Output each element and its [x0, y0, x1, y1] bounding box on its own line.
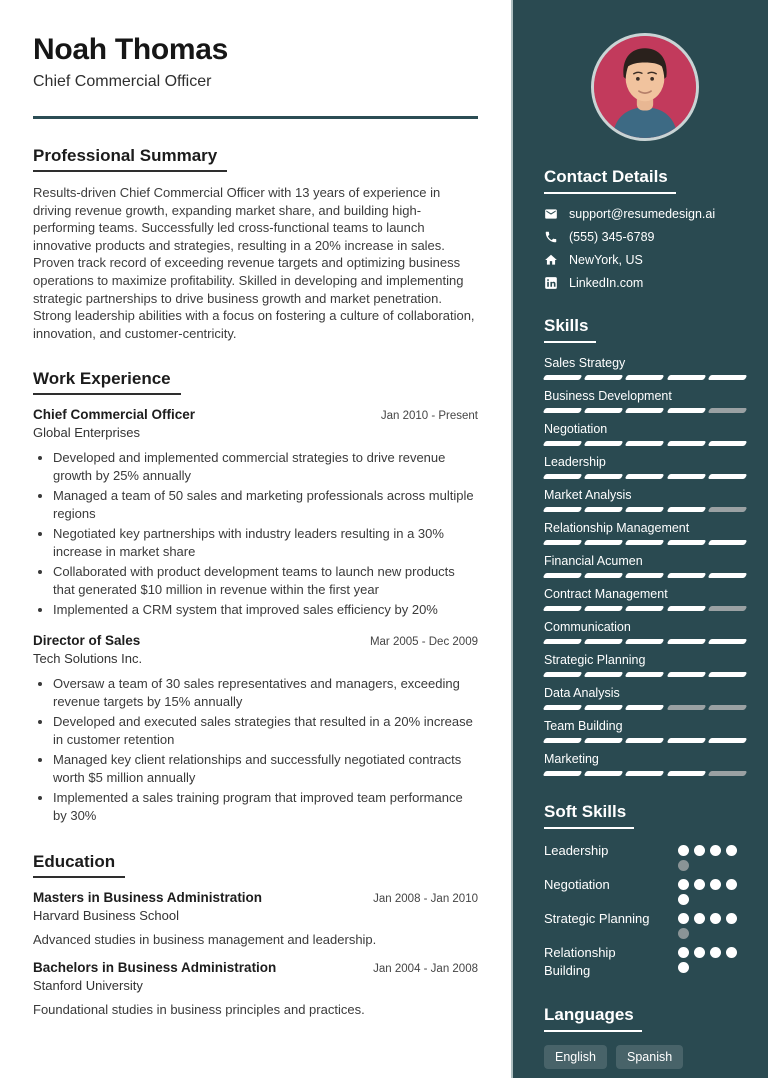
- skill-segment-filled: [543, 474, 583, 479]
- skill-segment-filled: [584, 738, 624, 743]
- soft-skill-label: Strategic Planning: [544, 911, 650, 926]
- skill-segment-filled: [625, 441, 665, 446]
- skill-label: Data Analysis: [544, 686, 620, 700]
- skill-segment-filled: [584, 540, 624, 545]
- contact-text: LinkedIn.com: [569, 276, 644, 290]
- soft-skill-dots: [678, 842, 746, 871]
- skill-segment-filled: [543, 771, 583, 776]
- education-school: Stanford University: [33, 978, 143, 994]
- skill-segment-filled: [666, 639, 706, 644]
- education-school: Harvard Business School: [33, 908, 179, 924]
- soft-skill-label: Negotiation: [544, 877, 610, 892]
- soft-skill-item: [544, 910, 746, 939]
- skill-segment-filled: [584, 408, 624, 413]
- job-bullet: • Negotiated key partnerships with industry leaders resulting in a 30% increase in market share: [53, 525, 478, 561]
- sidebar: [511, 0, 768, 1078]
- section-education: [33, 852, 478, 1017]
- skill-item: [544, 686, 746, 710]
- skill-label: Contract Management: [544, 587, 668, 601]
- skill-bar: [544, 540, 746, 545]
- person-name: Noah Thomas: [33, 33, 229, 66]
- skill-segment-filled: [707, 672, 747, 677]
- skill-bar: [544, 375, 746, 380]
- job-bullet: • Managed a team of 50 sales and marketing professionals across multiple regions: [53, 487, 478, 523]
- skill-segment-filled: [543, 672, 583, 677]
- skill-segment-filled: [584, 771, 624, 776]
- education-list: [33, 890, 478, 1017]
- job-bullets: [53, 449, 478, 619]
- job-head: [33, 633, 478, 648]
- soft-skill-dots: [678, 910, 746, 939]
- skill-segment-filled: [707, 639, 747, 644]
- job-entry: [33, 633, 478, 825]
- language-badge-list: [544, 1045, 746, 1069]
- skill-segment-filled: [625, 672, 665, 677]
- linkedin-icon: [544, 276, 558, 290]
- soft-skill-dot-filled: [694, 845, 705, 856]
- skill-segment-filled: [666, 408, 706, 413]
- job-list: [33, 407, 478, 825]
- skill-item: [544, 488, 746, 512]
- section-skills: [544, 316, 746, 776]
- soft-skill-dot-filled: [678, 913, 689, 924]
- skill-item: [544, 653, 746, 677]
- job-bullet: • Implemented a CRM system that improved sales efficiency by 20%: [53, 601, 478, 619]
- skill-item: [544, 620, 746, 644]
- skill-segment-filled: [707, 540, 747, 545]
- skill-segment-filled: [543, 573, 583, 578]
- skill-segment-filled: [707, 573, 747, 578]
- home-icon: [544, 253, 558, 267]
- skill-segment-filled: [666, 441, 706, 446]
- soft-skill-dot-filled: [678, 962, 689, 973]
- languages-heading: Languages: [544, 1005, 642, 1032]
- summary-text: Results-driven Chief Commercial Officer with 13 years of experience in driving revenue growth, expanding market share, and building high-performing teams. Successfully led cross-functional teams to launch innovative products and strategies, resulting in a 20% increase in sales. Proven track record of exceeding revenue targets and optimizing business operations to maximize profitability. Skilled in developing and implementing strategic partnerships to drive business growth and market penetration. Strong leadership abilities with a focus on fostering a culture of collaboration, innovation, and customer-centricity.: [33, 185, 475, 341]
- job-bullet: • Implemented a sales training program that improved team performance by 30%: [53, 789, 478, 825]
- skill-segment-filled: [707, 375, 747, 380]
- avatar-illustration: [594, 36, 696, 138]
- header-divider: [33, 116, 478, 119]
- skill-label: Relationship Management: [544, 521, 690, 535]
- soft-skill-dot-filled: [678, 947, 689, 958]
- soft-skill-label: Leadership: [544, 843, 609, 858]
- skill-segment-filled: [543, 705, 583, 710]
- skill-bar: [544, 408, 746, 413]
- section-professional-summary: [33, 146, 478, 342]
- contact-item: [544, 230, 746, 244]
- skill-label: Sales Strategy: [544, 356, 626, 370]
- skill-item: [544, 587, 746, 611]
- skill-segment-empty: [707, 606, 747, 611]
- soft-skill-dot-filled: [710, 879, 721, 890]
- language-badge: Spanish: [616, 1045, 683, 1069]
- skill-segment-filled: [625, 771, 665, 776]
- skill-segment-filled: [666, 738, 706, 743]
- skill-segment-empty: [707, 507, 747, 512]
- skill-segment-filled: [666, 771, 706, 776]
- soft-skill-dot-filled: [710, 845, 721, 856]
- skill-segment-filled: [543, 507, 583, 512]
- soft-skill-dot-filled: [694, 913, 705, 924]
- education-description: Advanced studies in business management and leadership.: [33, 932, 377, 948]
- person-job-title: Chief Commercial Officer: [33, 73, 212, 90]
- skill-segment-filled: [666, 606, 706, 611]
- education-degree: Masters in Business Administration: [33, 890, 263, 906]
- skill-segment-empty: [707, 705, 747, 710]
- soft-skill-dot-filled: [710, 913, 721, 924]
- skill-label: Financial Acumen: [544, 554, 643, 568]
- skill-segment-filled: [543, 540, 583, 545]
- contact-list: [544, 207, 746, 290]
- skill-segment-filled: [625, 738, 665, 743]
- skill-item: [544, 554, 746, 578]
- summary-heading: Professional Summary: [33, 146, 227, 172]
- contact-text: support@resumedesign.ai: [569, 207, 716, 221]
- skill-segment-filled: [584, 705, 624, 710]
- skill-segment-empty: [666, 705, 706, 710]
- soft-skill-dots: [678, 876, 746, 905]
- skill-bar: [544, 672, 746, 677]
- skill-bar: [544, 639, 746, 644]
- skill-segment-empty: [707, 408, 747, 413]
- job-company: Global Enterprises: [33, 425, 140, 441]
- soft-skill-dot-filled: [678, 845, 689, 856]
- skill-segment-filled: [666, 375, 706, 380]
- contact-item: [544, 207, 746, 221]
- skill-label: Team Building: [544, 719, 623, 733]
- phone-icon: [544, 230, 558, 244]
- education-entry: [33, 960, 478, 1017]
- skill-segment-filled: [666, 540, 706, 545]
- skill-segment-filled: [625, 375, 665, 380]
- skill-bar: [544, 507, 746, 512]
- section-work-experience: [33, 369, 478, 825]
- skill-segment-filled: [625, 639, 665, 644]
- section-languages: [544, 1005, 746, 1069]
- skill-item: [544, 521, 746, 545]
- language-badge: English: [544, 1045, 607, 1069]
- job-bullet: • Developed and implemented commercial strategies to drive revenue growth by 25% annually: [53, 449, 478, 485]
- soft-skill-dot-filled: [726, 913, 737, 924]
- skill-item: [544, 752, 746, 776]
- education-head: [33, 890, 478, 905]
- soft-skill-dot-filled: [678, 894, 689, 905]
- skill-segment-filled: [584, 573, 624, 578]
- skill-segment-filled: [584, 672, 624, 677]
- skill-item: [544, 389, 746, 413]
- contact-heading: Contact Details: [544, 167, 676, 194]
- education-description: Foundational studies in business principles and practices.: [33, 1002, 365, 1018]
- skill-label: Leadership: [544, 455, 606, 469]
- section-contact-details: [544, 167, 746, 290]
- skill-segment-filled: [666, 474, 706, 479]
- job-head: [33, 407, 478, 422]
- skill-segment-filled: [625, 606, 665, 611]
- soft-skill-item: [544, 842, 746, 871]
- skill-segment-filled: [543, 375, 583, 380]
- job-entry: [33, 407, 478, 619]
- skill-label: Communication: [544, 620, 631, 634]
- skill-segment-filled: [543, 639, 583, 644]
- skill-segment-filled: [584, 507, 624, 512]
- skill-segment-filled: [625, 507, 665, 512]
- soft-skill-dot-empty: [678, 928, 689, 939]
- experience-heading: Work Experience: [33, 369, 181, 395]
- skill-label: Business Development: [544, 389, 672, 403]
- job-dates: Jan 2010 - Present: [380, 410, 478, 423]
- contact-text: NewYork, US: [569, 253, 643, 267]
- soft-skill-dot-filled: [694, 879, 705, 890]
- skill-segment-filled: [543, 408, 583, 413]
- job-company: Tech Solutions Inc.: [33, 651, 143, 667]
- soft-skills-heading: Soft Skills: [544, 802, 634, 829]
- contact-item: [544, 253, 746, 267]
- soft-skills-list: [544, 842, 746, 979]
- skill-bar: [544, 606, 746, 611]
- education-dates: Jan 2008 - Jan 2010: [373, 893, 478, 906]
- education-heading: Education: [33, 852, 125, 878]
- section-soft-skills: [544, 802, 746, 979]
- skill-item: [544, 422, 746, 446]
- education-degree: Bachelors in Business Administration: [33, 960, 277, 976]
- education-head: [33, 960, 478, 975]
- skill-item: [544, 719, 746, 743]
- skill-label: Marketing: [544, 752, 599, 766]
- skill-label: Market Analysis: [544, 488, 632, 502]
- job-bullet: • Oversaw a team of 30 sales representatives and managers, exceeding revenue targets by 15% annually: [53, 675, 478, 711]
- job-bullet: • Collaborated with product development teams to launch new products that generated $10 million in revenue within the first year: [53, 563, 478, 599]
- skills-list: [544, 356, 746, 776]
- soft-skill-label: Relationship Building: [544, 945, 616, 978]
- soft-skill-dot-filled: [726, 879, 737, 890]
- skill-item: [544, 455, 746, 479]
- skill-segment-filled: [707, 738, 747, 743]
- soft-skill-dot-filled: [694, 947, 705, 958]
- skill-segment-filled: [543, 606, 583, 611]
- soft-skill-dot-filled: [710, 947, 721, 958]
- skill-segment-filled: [666, 573, 706, 578]
- skill-bar: [544, 441, 746, 446]
- skill-segment-filled: [584, 639, 624, 644]
- skill-segment-filled: [584, 474, 624, 479]
- soft-skill-item: [544, 944, 746, 979]
- skill-segment-filled: [707, 474, 747, 479]
- skill-segment-filled: [625, 408, 665, 413]
- job-title-text: Director of Sales: [33, 633, 141, 649]
- skill-segment-filled: [543, 441, 583, 446]
- skill-segment-filled: [584, 375, 624, 380]
- skills-heading: Skills: [544, 316, 596, 343]
- skill-segment-filled: [584, 441, 624, 446]
- contact-text: (555) 345-6789: [569, 230, 655, 244]
- skill-segment-filled: [666, 507, 706, 512]
- soft-skill-dot-filled: [726, 845, 737, 856]
- job-bullets: [53, 675, 478, 825]
- skill-segment-filled: [707, 441, 747, 446]
- skill-bar: [544, 573, 746, 578]
- skill-label: Strategic Planning: [544, 653, 646, 667]
- skill-segment-filled: [625, 573, 665, 578]
- soft-skill-item: [544, 876, 746, 905]
- soft-skill-dot-filled: [726, 947, 737, 958]
- email-icon: [544, 207, 558, 221]
- skill-bar: [544, 474, 746, 479]
- skill-label: Negotiation: [544, 422, 608, 436]
- education-entry: [33, 890, 478, 947]
- soft-skill-dot-filled: [678, 879, 689, 890]
- skill-bar: [544, 705, 746, 710]
- skill-segment-filled: [625, 540, 665, 545]
- skill-segment-filled: [584, 606, 624, 611]
- skill-segment-filled: [543, 738, 583, 743]
- skill-segment-filled: [666, 672, 706, 677]
- soft-skill-dot-empty: [678, 860, 689, 871]
- skill-segment-filled: [625, 705, 665, 710]
- skill-bar: [544, 771, 746, 776]
- job-bullet: • Developed and executed sales strategies that resulted in a 20% increase in customer retention: [53, 713, 478, 749]
- skill-item: [544, 356, 746, 380]
- education-dates: Jan 2004 - Jan 2008: [373, 963, 478, 976]
- job-bullet: • Managed key client relationships and successfully negotiated contracts worth $5 million annually: [53, 751, 478, 787]
- contact-item: [544, 276, 746, 290]
- skill-segment-filled: [625, 474, 665, 479]
- avatar: [591, 33, 699, 141]
- soft-skill-dots: [678, 944, 746, 979]
- skill-segment-empty: [707, 771, 747, 776]
- job-dates: Mar 2005 - Dec 2009: [369, 636, 478, 649]
- skill-bar: [544, 738, 746, 743]
- job-title-text: Chief Commercial Officer: [33, 407, 196, 423]
